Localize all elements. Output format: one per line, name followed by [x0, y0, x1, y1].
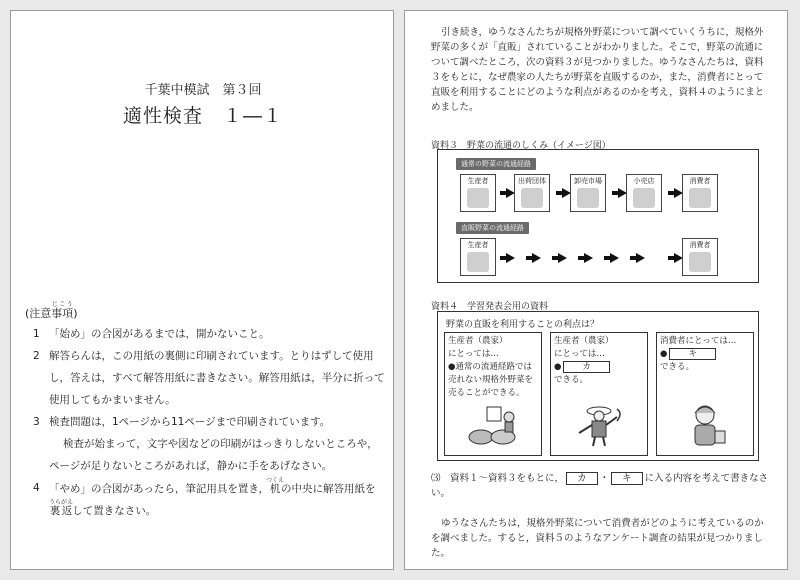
route1-node: 生産者	[460, 174, 496, 212]
notes-heading: (注意事項じこう)	[25, 301, 78, 320]
question-3: ⑶ 資料１～資料３をもとに， カ ・ キ に入る内容を考えて書きなさい。	[431, 473, 769, 499]
notes-list	[33, 323, 388, 522]
arrow-icon	[558, 253, 567, 263]
route2-node: 消費者	[682, 238, 718, 276]
farmer-icon	[467, 188, 489, 208]
vegetables-illustration-icon	[465, 403, 521, 447]
route1-label: 通常の野菜の流通経路	[456, 158, 536, 170]
shipping-group-icon	[521, 188, 543, 208]
shop-icon	[633, 188, 655, 208]
answer-blank-ki: キ	[669, 348, 716, 360]
benefit-column-producer-2: 生産者（農家） にとっては… ● カ できる。	[550, 332, 648, 456]
question-page	[404, 10, 788, 570]
material3-caption: 資料３ 野菜の流通のしくみ（イメージ図）	[431, 141, 611, 151]
presentation-material	[437, 311, 759, 461]
benefit-column-consumer: 消費者にとっては… ● キ できる。	[656, 332, 754, 456]
note-item: 1 「始め」の合図があるまでは，開かないこと。	[33, 328, 270, 340]
route1-node: 卸売市場	[570, 174, 606, 212]
material4-caption: 資料４ 学習発表会用の資料	[431, 302, 549, 312]
exam-title: 千葉中模試 第３回	[144, 83, 262, 98]
route1-node: 小売店	[626, 174, 662, 212]
consumer-icon	[689, 188, 711, 208]
route1-node: 消費者	[682, 174, 718, 212]
route2-node: 生産者	[460, 238, 496, 276]
arrow-icon	[506, 253, 515, 263]
market-icon	[577, 188, 599, 208]
arrow-icon	[610, 253, 619, 263]
arrow-icon	[532, 253, 541, 263]
arrow-icon	[584, 253, 593, 263]
intro-paragraph: 引き続き，ゆうなさんたちが規格外野菜について調べていくうちに，規格外野菜の多くが「直販」されていることがわかりました。そこで，野菜の流通について調べたところ，次の資料３が見つかりました。ゆうなさんたちは，資料３をもとに，なぜ農家の人たちが野菜を直販するのか，また，消費者にとって直販を利用することにどのような利点があるのかを考え，資料４のようにまとめました。	[431, 27, 765, 113]
answer-blank-ka-ref: カ	[566, 472, 598, 485]
cover-page	[10, 10, 394, 570]
farmer-icon	[467, 252, 489, 272]
consumer-illustration-icon	[677, 403, 733, 447]
distribution-diagram	[437, 149, 759, 283]
arrow-icon	[636, 253, 645, 263]
farmer-illustration-icon	[571, 403, 627, 447]
benefit-column-producer: 生産者（農家） にとっては… ●通常の流通経路では売れない規格外野菜を売ることができる。	[444, 332, 542, 456]
route2-label: 直販野菜の流通経路	[456, 222, 529, 234]
answer-blank-ka: カ	[563, 361, 610, 373]
note-item: 4 「やめ」の合図があったら，筆記用具を置き，机つくえの中央に解答用紙を裏返うらがえして置きなさい。	[33, 477, 376, 517]
answer-blank-ki-ref: キ	[611, 472, 643, 485]
note-item: 3 検査問題は，1ページから11ページまで印刷されています。 検査が始まって，文字や図などの印刷がはっきりしないところや，ページが足りないところがあれば，静かに手をあげなさい。	[33, 416, 378, 472]
route1-node: 出荷団体	[514, 174, 550, 212]
note-item: 2 解答らんは，この用紙の裏側に印刷されています。とりはずして使用し，答えは，すべて解答用紙に書きなさい。解答用紙は，半分に折って使用してもかまいません。	[33, 350, 385, 406]
consumer-icon	[689, 252, 711, 272]
subject-title: 適性検査 １―１	[122, 105, 283, 127]
material4-question: 野菜の直販を利用することの利点は？	[446, 320, 600, 330]
closing-paragraph: ゆうなさんたちは，規格外野菜について消費者がどのように考えているのかを調べました。すると，資料５のようなアンケート調査の結果が見つかりました。	[431, 518, 764, 559]
